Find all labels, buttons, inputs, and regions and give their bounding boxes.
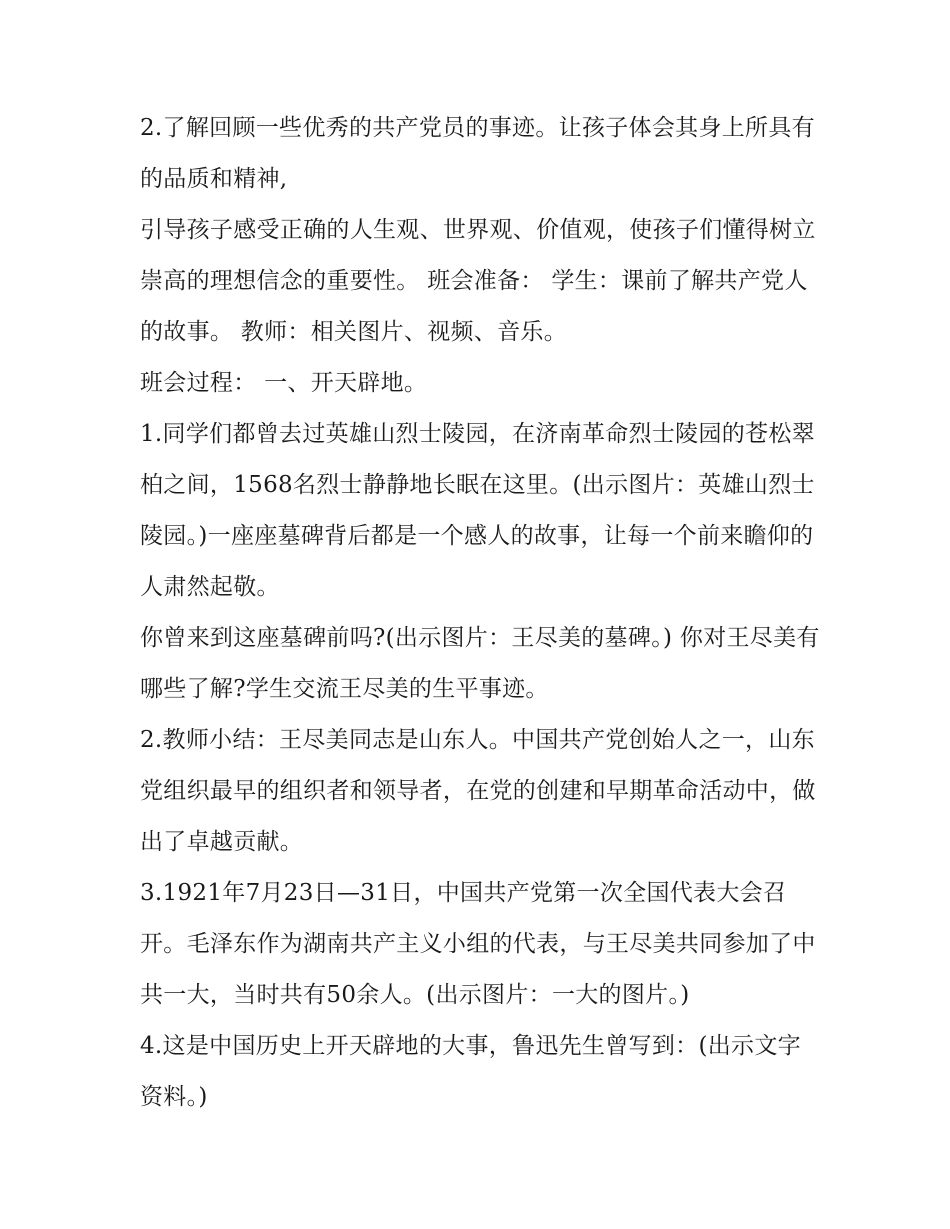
paragraph-lu-xun: 4.这是中国历史上开天辟地的大事，鲁迅先生曾写到：(出示文字资料。) bbox=[140, 1033, 801, 1110]
paragraph-goal: 2.了解回顾一些优秀的共产党员的事迹。让孩子体会其身上所具有的品质和精神, bbox=[140, 115, 815, 192]
document-body bbox=[140, 103, 820, 1123]
paragraph-process-heading: 班会过程： 一、开天辟地。 bbox=[140, 370, 428, 396]
paragraph-guidance-preparation: 引导孩子感受正确的人生观、世界观、价值观，使孩子们懂得树立崇高的理想信念的重要性。 班会准备： 学生：课前了解共产党人的故事。 教师：相关图片、视频、音乐。 bbox=[140, 217, 816, 345]
paragraph-teacher-summary: 2.教师小结：王尽美同志是山东人。中国共产党创始人之一，山东党组织最早的组织者和领导者，在党的创建和早期革命活动中，做出了卓越贡献。 bbox=[140, 727, 816, 855]
paragraph-tombstone-question: 你曾来到这座墓碑前吗?(出示图片：王尽美的墓碑。) 你对王尽美有哪些了解?学生交流王尽美的生平事迹。 bbox=[140, 625, 820, 702]
paragraph-first-congress: 3.1921年7月23日—31日，中国共产党第一次全国代表大会召开。毛泽东作为湖南共产主义小组的代表，与王尽美共同参加了中共一大，当时共有50余人。(出示图片：一大的图片。) bbox=[140, 880, 816, 1008]
paragraph-martyrs-cemetery: 1.同学们都曾去过英雄山烈士陵园，在济南革命烈士陵园的苍松翠柏之间，1568名烈士静静地长眠在这里。(出示图片：英雄山烈士陵园。)一座座墓碑背后都是一个感人的故事，让每一个前来瞻仰的人肃然起敬。 bbox=[140, 421, 815, 600]
